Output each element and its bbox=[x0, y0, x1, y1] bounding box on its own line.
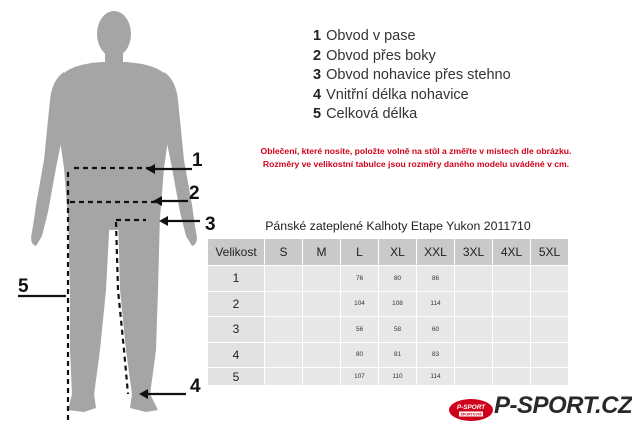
table-cell: 80 bbox=[341, 343, 379, 369]
table-cell: 107 bbox=[341, 368, 379, 386]
size-table bbox=[208, 239, 569, 386]
table-cell bbox=[303, 317, 341, 343]
row-header: 2 bbox=[208, 292, 265, 318]
table-cell: 110 bbox=[379, 368, 417, 386]
table-cell bbox=[531, 266, 569, 292]
table-cell: 60 bbox=[417, 317, 455, 343]
measurement-legend bbox=[313, 27, 511, 125]
table-cell bbox=[531, 343, 569, 369]
column-header: XXL bbox=[417, 239, 455, 266]
table-cell: 56 bbox=[341, 317, 379, 343]
measurement-instructions-note: Oblečení, které nosíte, položte volně na stůl a změřte v místech dle obrázku. Rozměry ve velikostní tabulce jsou rozměry daného modelu uváděné v cm. bbox=[260, 146, 572, 169]
table-cell bbox=[303, 266, 341, 292]
table-row bbox=[208, 368, 569, 386]
table-cell bbox=[493, 266, 531, 292]
legend-item: 2 Obvod přes boky bbox=[313, 47, 436, 64]
table-cell bbox=[493, 368, 531, 386]
column-header: Velikost bbox=[208, 239, 265, 266]
column-header: 3XL bbox=[455, 239, 493, 266]
row-header: 1 bbox=[208, 266, 265, 292]
table-cell bbox=[303, 343, 341, 369]
table-cell: 108 bbox=[379, 292, 417, 318]
table-row bbox=[208, 266, 569, 292]
table-cell: 58 bbox=[379, 317, 417, 343]
table-cell: 104 bbox=[341, 292, 379, 318]
legend-item: 4 Vnitřní délka nohavice bbox=[313, 86, 469, 103]
column-header: M bbox=[303, 239, 341, 266]
table-cell bbox=[265, 343, 303, 369]
marker-label-1: 1 bbox=[192, 150, 203, 171]
table-cell: 114 bbox=[417, 368, 455, 386]
table-cell bbox=[455, 317, 493, 343]
table-cell bbox=[531, 368, 569, 386]
table-cell: 80 bbox=[379, 266, 417, 292]
column-header: XL bbox=[379, 239, 417, 266]
column-header: 5XL bbox=[531, 239, 569, 266]
table-row bbox=[208, 292, 569, 318]
legend-item: 5 Celková délka bbox=[313, 106, 418, 122]
logo-badge-text: P-SPORT bbox=[456, 404, 486, 411]
table-cell bbox=[303, 292, 341, 318]
table-title: Pánské zateplené Kalhoty Etape Yukon 2011710 bbox=[265, 219, 531, 233]
column-header: S bbox=[265, 239, 303, 266]
table-row bbox=[208, 343, 569, 369]
table-cell bbox=[455, 292, 493, 318]
table-cell bbox=[455, 343, 493, 369]
table-cell bbox=[493, 292, 531, 318]
table-cell bbox=[455, 368, 493, 386]
table-cell bbox=[265, 317, 303, 343]
table-cell: 86 bbox=[417, 266, 455, 292]
table-cell: 83 bbox=[417, 343, 455, 369]
table-cell: 81 bbox=[379, 343, 417, 369]
table-cell bbox=[265, 266, 303, 292]
row-header: 5 bbox=[208, 368, 265, 386]
legend-item: 3 Obvod nohavice přes stehno bbox=[313, 67, 511, 83]
arrow-3-head-icon bbox=[159, 216, 168, 226]
marker-label-3: 3 bbox=[205, 214, 216, 235]
marker-label-5: 5 bbox=[18, 276, 29, 297]
row-header: 3 bbox=[208, 317, 265, 343]
column-header: L bbox=[341, 239, 379, 266]
table-row bbox=[208, 317, 569, 343]
table-cell: 114 bbox=[417, 292, 455, 318]
table-cell bbox=[303, 368, 341, 386]
row-header: 4 bbox=[208, 343, 265, 369]
table-cell bbox=[493, 343, 531, 369]
logo-badge-subtext: SPORTOVNÍ bbox=[460, 412, 482, 417]
table-cell bbox=[455, 266, 493, 292]
table-cell bbox=[265, 368, 303, 386]
table-cell: 76 bbox=[341, 266, 379, 292]
marker-label-4: 4 bbox=[190, 376, 201, 397]
legend-item: 1 Obvod v pase bbox=[313, 28, 416, 44]
p-sport-wordmark[interactable]: P-SPORT.CZ bbox=[494, 392, 632, 419]
table-cell bbox=[531, 317, 569, 343]
human-silhouette bbox=[31, 11, 197, 412]
marker-label-2: 2 bbox=[189, 183, 200, 204]
table-cell bbox=[265, 292, 303, 318]
table-header-row bbox=[208, 239, 569, 266]
column-header: 4XL bbox=[493, 239, 531, 266]
p-sport-logo-badge[interactable] bbox=[448, 398, 494, 422]
table-cell bbox=[493, 317, 531, 343]
table-cell bbox=[531, 292, 569, 318]
